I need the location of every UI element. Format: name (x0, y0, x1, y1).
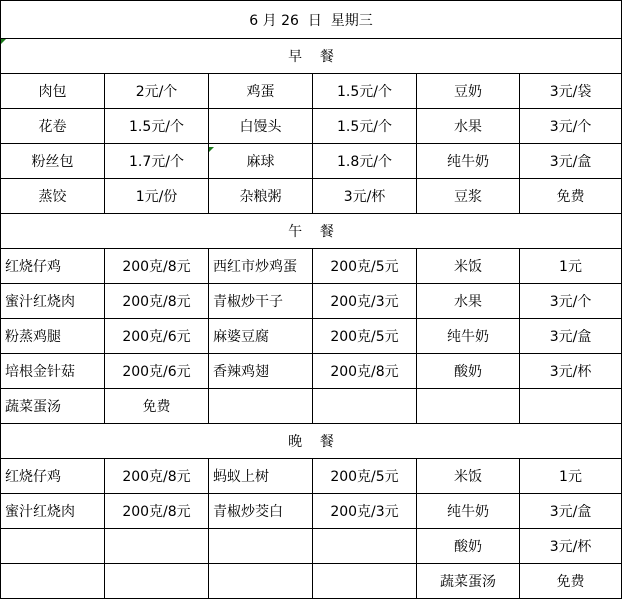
dinner-row (1, 494, 622, 529)
dish-name-cell: 西红市炒鸡蛋 (209, 249, 313, 284)
price-cell: 3元/杯 (520, 529, 622, 564)
dish-name-cell: 水果 (417, 109, 520, 144)
price-cell: 200克/6元 (105, 319, 209, 354)
price-cell: 1元 (520, 459, 622, 494)
dish-name-cell: 青椒炒干子 (209, 284, 313, 319)
price-cell: 3元/盒 (520, 494, 622, 529)
lunch-header-row (1, 214, 622, 249)
dish-name-cell: 粉蒸鸡腿 (1, 319, 105, 354)
dinner-section (1, 459, 622, 599)
dish-name-cell: 麻球 (209, 144, 313, 179)
lunch-row (1, 284, 622, 319)
breakfast-row (1, 179, 622, 214)
price-cell: 3元/个 (520, 284, 622, 319)
dish-name-cell (1, 564, 105, 599)
breakfast-row (1, 144, 622, 179)
comment-marker-icon (209, 147, 214, 152)
price-cell (105, 529, 209, 564)
dish-name-cell: 肉包 (1, 74, 105, 109)
dish-name-cell: 豆浆 (417, 179, 520, 214)
price-cell: 200克/8元 (313, 354, 417, 389)
dish-name-cell: 白馒头 (209, 109, 313, 144)
price-cell: 3元/袋 (520, 74, 622, 109)
price-cell: 3元/杯 (520, 354, 622, 389)
price-cell: 200克/8元 (105, 459, 209, 494)
price-cell: 1元/份 (105, 179, 209, 214)
price-cell (105, 564, 209, 599)
dish-name-cell (209, 389, 313, 424)
lunch-row (1, 354, 622, 389)
dinner-row (1, 564, 622, 599)
dinner-row (1, 459, 622, 494)
lunch-heading: 午 餐 (1, 214, 622, 249)
price-cell: 200克/5元 (313, 459, 417, 494)
price-cell (313, 529, 417, 564)
dish-name-cell: 纯牛奶 (417, 494, 520, 529)
dish-name-cell: 杂粮粥 (209, 179, 313, 214)
dish-name-cell: 纯牛奶 (417, 319, 520, 354)
price-cell: 200克/8元 (105, 284, 209, 319)
lunch-row (1, 389, 622, 424)
dish-name-cell (209, 529, 313, 564)
dish-name-cell: 酸奶 (417, 354, 520, 389)
price-cell (520, 389, 622, 424)
lunch-section (1, 249, 622, 424)
dish-name-cell: 粉丝包 (1, 144, 105, 179)
price-cell: 200克/3元 (313, 284, 417, 319)
price-cell: 免费 (105, 389, 209, 424)
breakfast-row (1, 74, 622, 109)
dish-name-cell: 蔬菜蛋汤 (1, 389, 105, 424)
price-cell: 3元/盒 (520, 319, 622, 354)
price-cell: 200克/8元 (105, 494, 209, 529)
price-cell: 3元/盒 (520, 144, 622, 179)
price-cell: 3元/个 (520, 109, 622, 144)
dish-name-cell: 红烧仔鸡 (1, 459, 105, 494)
breakfast-row (1, 109, 622, 144)
dish-name-cell: 麻婆豆腐 (209, 319, 313, 354)
dish-name-cell: 蒸饺 (1, 179, 105, 214)
dish-name-cell: 豆奶 (417, 74, 520, 109)
price-cell: 1.5元/个 (105, 109, 209, 144)
dish-name-cell: 蜜汁红烧肉 (1, 494, 105, 529)
menu-date-title: 6 月 26 日 星期三 (1, 1, 622, 39)
price-cell: 200克/6元 (105, 354, 209, 389)
dinner-header-row (1, 424, 622, 459)
price-cell: 免费 (520, 564, 622, 599)
dish-name-cell (1, 529, 105, 564)
dish-name-cell: 蔬菜蛋汤 (417, 564, 520, 599)
lunch-row (1, 249, 622, 284)
price-cell: 1.5元/个 (313, 109, 417, 144)
price-cell: 200克/3元 (313, 494, 417, 529)
price-cell: 200克/8元 (105, 249, 209, 284)
price-cell: 3元/杯 (313, 179, 417, 214)
dish-name-cell: 蚂蚁上树 (209, 459, 313, 494)
dish-name-cell: 蜜汁红烧肉 (1, 284, 105, 319)
price-cell: 1元 (520, 249, 622, 284)
dish-name-cell: 水果 (417, 284, 520, 319)
price-cell: 200克/5元 (313, 319, 417, 354)
price-cell: 200克/5元 (313, 249, 417, 284)
breakfast-section (1, 74, 622, 214)
dish-name-cell (417, 389, 520, 424)
dish-name-cell: 花卷 (1, 109, 105, 144)
price-cell: 1.7元/个 (105, 144, 209, 179)
title-row (1, 1, 622, 39)
dish-name-cell: 培根金针菇 (1, 354, 105, 389)
dish-name-cell: 纯牛奶 (417, 144, 520, 179)
dinner-row (1, 529, 622, 564)
price-cell (313, 564, 417, 599)
dish-name-cell: 青椒炒茭白 (209, 494, 313, 529)
breakfast-heading: 早 餐 (1, 39, 622, 74)
price-cell (313, 389, 417, 424)
price-cell: 2元/个 (105, 74, 209, 109)
dish-name-cell: 米饭 (417, 459, 520, 494)
breakfast-header-row (1, 39, 622, 74)
dish-name-cell: 红烧仔鸡 (1, 249, 105, 284)
dish-name-cell: 米饭 (417, 249, 520, 284)
dish-name-cell: 鸡蛋 (209, 74, 313, 109)
lunch-row (1, 319, 622, 354)
price-cell: 1.5元/个 (313, 74, 417, 109)
dish-name-cell (209, 564, 313, 599)
price-cell: 1.8元/个 (313, 144, 417, 179)
price-cell: 免费 (520, 179, 622, 214)
dish-name-cell: 酸奶 (417, 529, 520, 564)
comment-marker-icon (1, 39, 6, 44)
dinner-heading: 晚 餐 (1, 424, 622, 459)
dish-name-cell: 香辣鸡翅 (209, 354, 313, 389)
